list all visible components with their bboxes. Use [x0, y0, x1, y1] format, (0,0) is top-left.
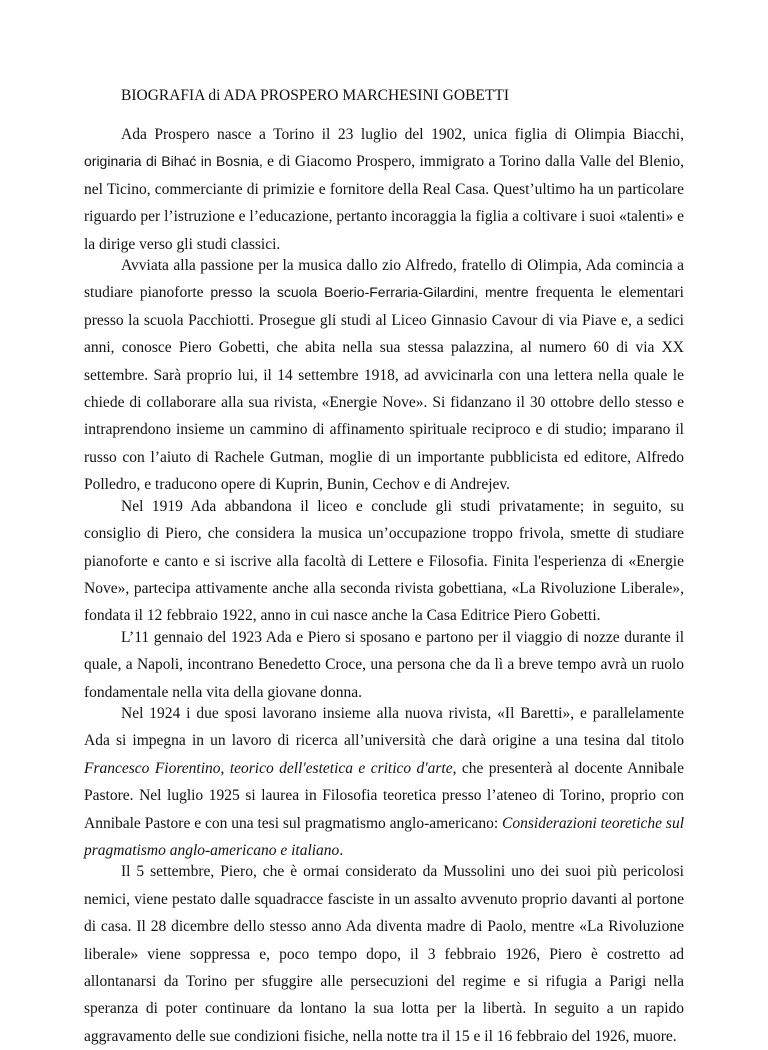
paragraph-text: Nel 1919 Ada abbandona il liceo e conclude gli studi privatamente; in seguito, su consiglio di Piero, che considera la musica un’occupazione troppo frivola, smette di studiare pianoforte e canto e si iscrive alla facoltà di Lettere e Filosofia. Finita l'esperienza di «Energie Nove», partecipa attivamente anche alla seconda rivista gobettiana, «La Rivoluzione Liberale», fondata il 12 febbraio 1922, anno in cui nasce anche la Casa Editrice Piero Gobetti.: [84, 497, 684, 625]
document-page: [84, 86, 684, 1050]
body-paragraph: [84, 624, 684, 706]
paragraph-text: .: [339, 841, 344, 859]
paragraph-text: Ada Prospero nasce a Torino il 23 luglio del 1902, unica figlia di Olimpia Biacchi,: [121, 126, 684, 143]
paragraph-text: originaria di Bihać in Bosnia,: [84, 153, 263, 170]
paragraph-text: Il 5 settembre, Piero, che è ormai considerato da Mussolini uno dei suoi più pericolosi nemici, viene pestato dalle squadracce fasciste in un assalto avvenuto proprio davanti al portone di casa. Il 28 dicembre dello stesso anno Ada diventa madre di Paolo, mentre «La Rivoluzione liberale» viene soppressa e, poco tempo dopo, il 3 febbraio 1926, Piero è costretto ad allontanarsi da Torino per sfuggire alle persecuzioni del regime e si rifugia a Parigi nella speranza di poter continuare da lontano la sua lotta per la libertà. In seguito a un rapido aggravamento delle sue condizioni fisiche, nella notte tra il 15 e il 16 febbraio del 1926, muore.: [84, 863, 684, 1045]
body-paragraph: [84, 252, 684, 499]
paragraph-text: L’11 gennaio del 1923 Ada e Piero si sposano e partono per il viaggio di nozze durante il quale, a Napoli, incontrano Benedetto Croce, una persona che da lì a breve tempo avrà un ruolo fondamentale nella vita della giovane donna.: [84, 628, 684, 701]
document-body: [84, 121, 684, 1050]
paragraph-text: frequenta le elementari presso la scuola Pacchiotti. Prosegue gli studi al Liceo Ginnasio Cavour di via Piave e, a sedici anni, conosce Piero Gobetti, che abita nella sua stessa palazzina, al numero 60 di via XX settembre. Sarà proprio lui, il 14 settembre 1918, ad avvicinarla con una lettera nella quale le chiede di collaborare alla sua rivista, «Energie Nove». Si fidanzano il 30 ottobre dello stesso e intraprendono insieme un cammino di affinamento spirituale reciproco e di studio; imparano il russo con l’aiuto di Rachele Gutman, moglie di un importante pubblicista ed editore, Alfredo Polledro, e traducono opere di Kuprin, Bunin, Cechov e di Andrejev.: [84, 284, 684, 494]
italic-title-text: Francesco Fiorentino, teorico dell'estetica e critico d'arte: [84, 759, 453, 777]
body-paragraph: [84, 700, 684, 864]
paragraph-text: Nel 1924 i due sposi lavorano insieme alla nuova rivista, «Il Baretti», e parallelamente Ada si impegna in un lavoro di ricerca all’università che darà origine a una tesina dal titolo: [84, 704, 684, 750]
paragraph-text: presso la scuola Boerio-Ferraria-Gilardini, mentre: [210, 284, 529, 301]
body-paragraph: [84, 858, 684, 1050]
italic-title-text: Considerazioni teoretiche sul pragmatismo anglo-americano e italiano: [84, 814, 684, 859]
paragraph-text: , che presenterà al docente Annibale Pastore. Nel luglio 1925 si laurea in Filosofia teoretica presso l’ateneo di Torino, proprio con Annibale Pastore e con una tesi sul pragmatismo anglo-americano:: [84, 759, 684, 832]
body-paragraph: [84, 121, 684, 258]
document-title: BIOGRAFIA di ADA PROSPERO MARCHESINI GOBETTI: [121, 87, 509, 104]
paragraph-text: e di Giacomo Prospero, immigrato a Torino dalla Valle del Blenio, nel Ticino, commerciante di primizie e fornitore della Real Casa. Quest’ultimo ha un particolare riguardo per l’istruzione e l’educazione, pertanto incoraggia la figlia a coltivare i suoi «talenti» e la dirige verso gli studi classici.: [84, 153, 685, 253]
paragraph-text: Avviata alla passione per la musica dallo zio Alfredo, fratello di Olimpia, Ada comincia a studiare pianoforte: [84, 257, 684, 302]
body-paragraph: [84, 493, 684, 630]
